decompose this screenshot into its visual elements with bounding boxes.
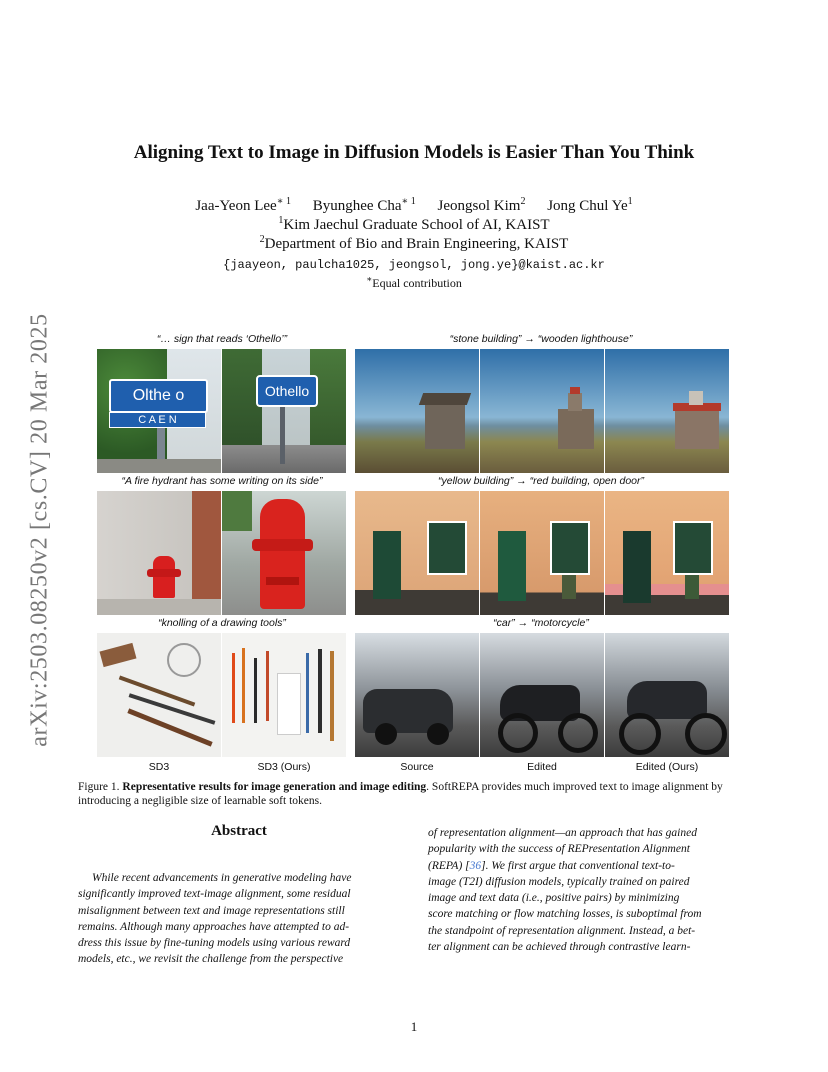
figure-prompt: “yellow building” → “red building, open door”: [437, 475, 645, 487]
generated-image-tools-sd3: [97, 633, 221, 757]
edit-image-vehicle-source: [355, 633, 479, 757]
edit-image-door-source: [355, 491, 479, 615]
abstract-heading: Abstract: [211, 823, 267, 839]
figure-caption: Figure 1. Representative results for image generation and image editing. SoftREPA provides much improved text to image alignment by introducing a negligible size of learnable soft tokens.: [78, 781, 723, 807]
figure-prompt: “car” → “motorcycle”: [493, 617, 589, 629]
generated-image-sign-sd3: Olthe o C A E N: [97, 349, 221, 473]
edit-image-door-ours: [605, 491, 729, 615]
figure-prompt: “… sign that reads ‘Othello’”: [156, 333, 288, 345]
generated-image-tools-ours: [222, 633, 346, 757]
affiliation: $^1$Kim Jaechul Graduate School of AI, KAIST: [278, 215, 550, 233]
generated-image-hydrant-sd3: [97, 491, 221, 615]
author: Byunghee Cha$^{∗ 1}$: [312, 196, 416, 214]
arxiv-id: arXiv:2503.08250v2 [cs.CV] 20 Mar 2025: [26, 313, 53, 747]
edit-image-building-edited: [480, 349, 604, 473]
page-number: 1: [410, 1019, 418, 1034]
figure-prompt: “knolling of a drawing tools”: [158, 617, 286, 629]
email-line: {jaayeon, paulcha1025, jeongsol, jong.ye}@kaist.ac.kr: [223, 258, 605, 272]
generated-image-hydrant-ours: [222, 491, 346, 615]
edit-image-vehicle-edited: [480, 633, 604, 757]
abstract-left-column: While recent advancements in generative modeling have significantly improved text-image alignment, some residual misalignment between text and image representations still remains. Although many approaches have attempted to ad- dress this issue by fine-tuning models using various reward models, etc., we revisit the challenge from the perspective: [78, 872, 352, 966]
column-label: SD3: [148, 761, 170, 773]
affiliation: $^2$Department of Bio and Brain Engineering, KAIST: [259, 234, 569, 252]
author: Jeongsol Kim$^2$: [437, 196, 526, 214]
equal-contribution-note: ∗Equal contribution: [366, 274, 462, 290]
edit-image-building-source: [355, 349, 479, 473]
column-label: SD3 (Ours): [257, 761, 311, 773]
column-label: Edited: [527, 761, 557, 773]
generated-image-sign-ours: Othello: [222, 349, 346, 473]
abstract-right-column: of representation alignment—an approach that has gained popularity with the success of REPresentation Alignment (REPA) [36]. We first argue that conventional text-to- image (T2I) diffusion models, typically trained on paired image and text data (i.e., positive pairs) by minimizing score matching or flow matching losses, is suboptimal from the standpoint of representation alignment. Instead, a bet- ter alignment can be achieved through contrastive learn-: [428, 827, 702, 954]
author: Jong Chul Ye$^1$: [547, 196, 633, 214]
citation-link[interactable]: 36: [469, 859, 482, 872]
paper-title: Aligning Text to Image in Diffusion Models is Easier Than You Think: [133, 142, 695, 163]
edit-image-door-edited: [480, 491, 604, 615]
figure-prompt: “A fire hydrant has some writing on its side”: [121, 475, 323, 487]
figure-prompt: “stone building” → “wooden lighthouse”: [449, 333, 633, 345]
column-label: Source: [400, 761, 434, 773]
edit-image-vehicle-ours: [605, 633, 729, 757]
author: Jaa-Yeon Lee$^{∗ 1}$: [195, 196, 291, 214]
column-label: Edited (Ours): [635, 761, 699, 773]
edit-image-building-ours: [605, 349, 729, 473]
